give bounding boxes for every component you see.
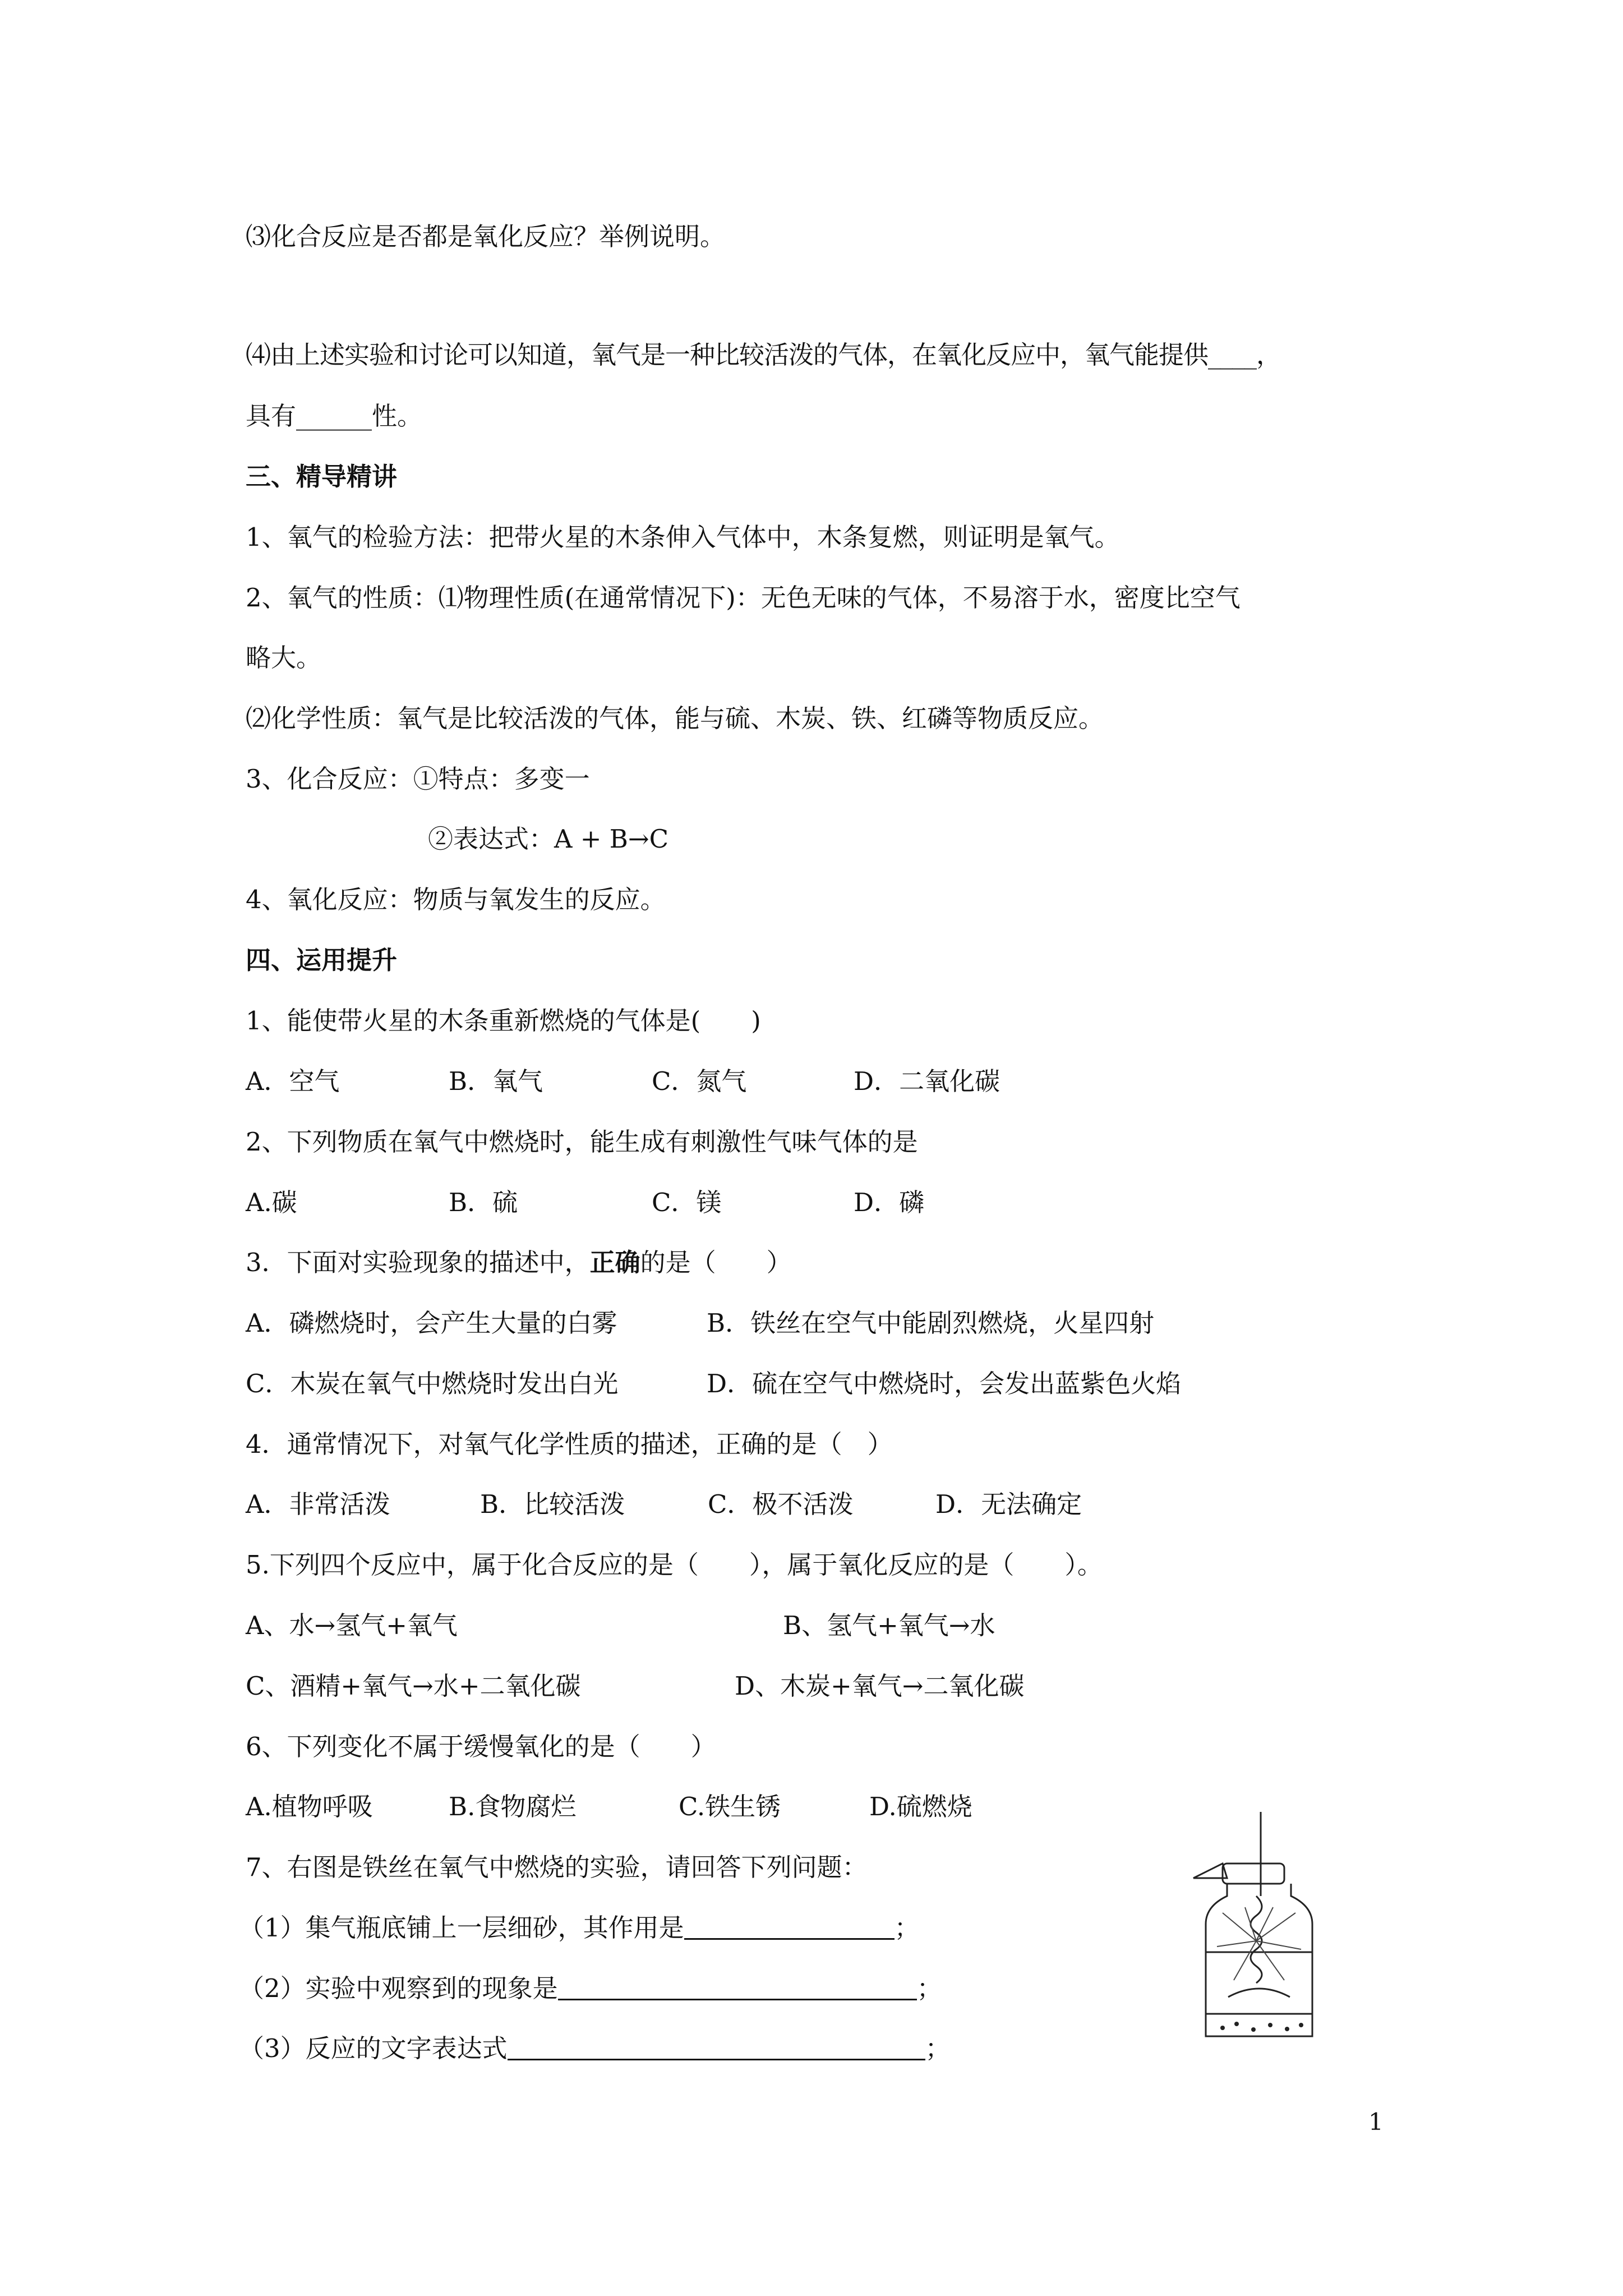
q1-stem: 1、能使带火星的木条重新燃烧的气体是( ): [246, 1006, 761, 1036]
section3-title: 三、精导精讲: [246, 462, 398, 491]
section3-p1: 1、氧气的检验方法：把带火星的木条伸入气体中，木条复燃，则证明是氧气。: [246, 522, 1120, 552]
section4-title: 四、运用提升: [246, 945, 398, 975]
q3-stem-bold: 正确: [589, 1248, 640, 1277]
q3-option-c: C．木炭在氧气中燃烧时发出白光: [246, 1369, 619, 1398]
section3-p4: 3、化合反应：①特点：多变一: [246, 764, 590, 794]
iron-wire-combustion-flask-illustration: [1183, 1812, 1329, 2047]
question-4-line1: ⑷由上述实验和讨论可以知道，氧气是一种比较活泼的气体，在氧化反应中，氧气能提供____，: [246, 340, 1281, 370]
q2-stem: 2、下列物质在氧气中燃烧时，能生成有刺激性气味气体的是: [246, 1127, 918, 1157]
q7-sub1-blank[interactable]: [684, 1913, 895, 1940]
question-3-tail: ⑶化合反应是否都是氧化反应？举例说明。: [246, 222, 726, 251]
q4-option-c: C．极不活泼: [708, 1489, 854, 1519]
q7-sub3-text: （3）反应的文字表达式: [239, 2033, 508, 2063]
q6-stem: 6、下列变化不属于缓慢氧化的是（ ）: [246, 1732, 716, 1761]
q7-sub1-end: ；: [894, 1913, 920, 1943]
q6-option-c: C.铁生锈: [679, 1792, 781, 1821]
q2-option-d: D．磷: [854, 1188, 925, 1217]
q1-option-d: D．二氧化碳: [854, 1066, 1000, 1096]
q5-option-b: B、氢气+氧气→水: [783, 1611, 995, 1640]
q7-sub2-blank[interactable]: [558, 1974, 917, 2000]
q4-stem: 4．通常情况下，对氧气化学性质的描述，正确的是（ ）: [246, 1429, 893, 1459]
section3-p3: ⑵化学性质：氧气是比较活泼的气体，能与硫、木炭、铁、红磷等物质反应。: [246, 703, 1104, 733]
q5-option-d: D、木炭+氧气→二氧化碳: [735, 1671, 1025, 1701]
q5-option-a: A、水→氢气+氧气: [246, 1611, 458, 1640]
q3-option-d: D．硫在空气中燃烧时，会发出蓝紫色火焰: [707, 1369, 1182, 1398]
q2-option-c: C．镁: [652, 1188, 722, 1217]
q6-option-a: A.植物呼吸: [246, 1792, 373, 1821]
q3-stem-prefix: 3．下面对实验现象的描述中，: [246, 1248, 590, 1277]
section3-p5: ②表达式：A + B→C: [428, 824, 669, 854]
q1-option-b: B．氧气: [449, 1066, 543, 1096]
q3-stem: [246, 1246, 792, 1280]
q1-option-c: C．氮气: [652, 1066, 747, 1096]
q2-option-a: A.碳: [246, 1188, 297, 1217]
q7-sub2-text: （2）实验中观察到的现象是: [239, 1973, 558, 2003]
q3-option-b: B．铁丝在空气中能剧烈燃烧，火星四射: [707, 1308, 1155, 1338]
q7-sub2: [239, 1972, 942, 2005]
q7-stem: 7、右图是铁丝在氧气中燃烧的实验，请回答下列问题：: [246, 1852, 868, 1882]
q4-option-d: D．无法确定: [935, 1489, 1082, 1519]
q7-sub3: [239, 2032, 951, 2065]
q6-option-d: D.硫燃烧: [869, 1792, 972, 1821]
section3-p6: 4、氧化反应：物质与氧发生的反应。: [246, 885, 666, 914]
q7-sub1: [239, 1911, 920, 1945]
q7-sub3-end: ；: [925, 2033, 951, 2063]
q5-stem: 5.下列四个反应中，属于化合反应的是（ ），属于氧化反应的是（ ）。: [246, 1550, 1103, 1580]
q6-option-b: B.食物腐烂: [449, 1792, 577, 1821]
q7-sub1-text: （1）集气瓶底铺上一层细砂，其作用是: [239, 1913, 684, 1943]
q3-option-a: A．磷燃烧时，会产生大量的白雾: [246, 1308, 617, 1338]
q1-option-a: A．空气: [246, 1066, 340, 1096]
q4-option-a: A．非常活泼: [246, 1489, 390, 1519]
q3-stem-suffix: 的是（ ）: [640, 1248, 792, 1277]
question-4-line2: 具有______性。: [246, 401, 423, 431]
q2-option-b: B．硫: [449, 1188, 518, 1217]
section3-p2-line1: 2、氧气的性质：⑴物理性质(在通常情况下)：无色无味的气体，不易溶于水，密度比空气: [246, 583, 1241, 613]
section3-p2-line2: 略大。: [246, 643, 322, 673]
q7-sub2-end: ；: [916, 1973, 942, 2003]
page-number: 1: [1368, 2108, 1384, 2136]
q7-sub3-blank[interactable]: [508, 2034, 925, 2060]
q5-option-c: C、酒精+氧气→水+二氧化碳: [246, 1671, 581, 1701]
q4-option-b: B．比较活泼: [480, 1489, 625, 1519]
